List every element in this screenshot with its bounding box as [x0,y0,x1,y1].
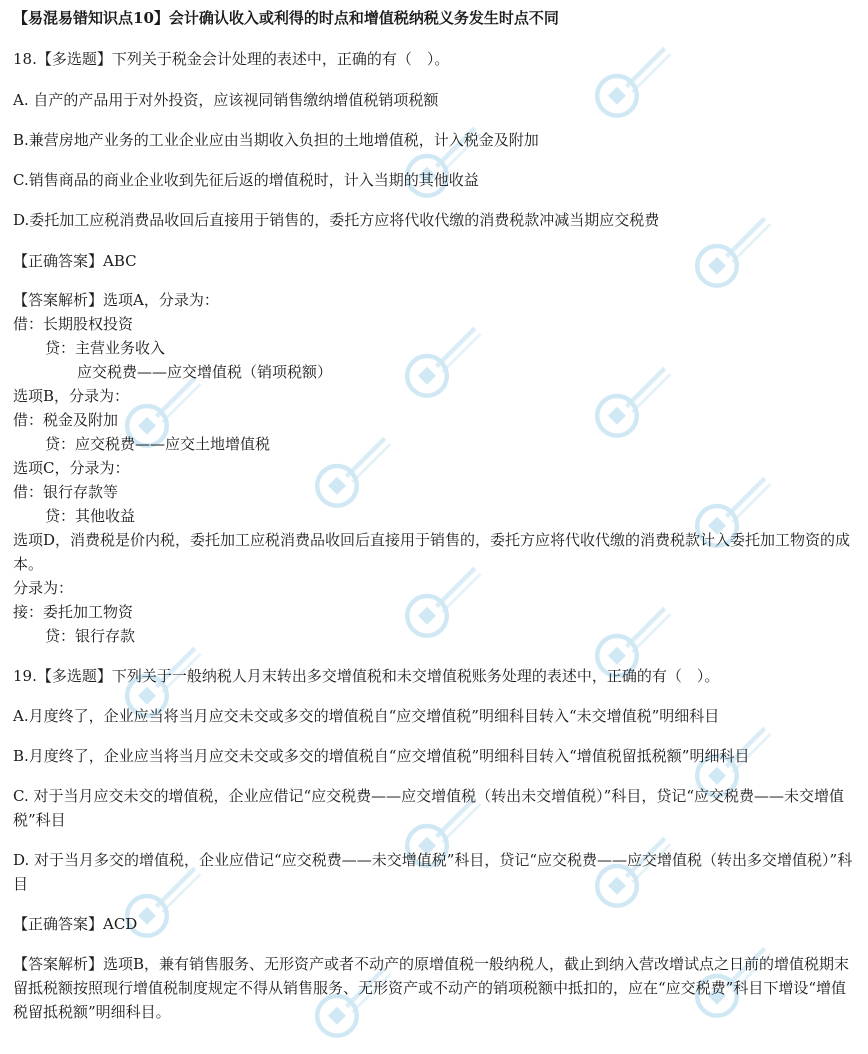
q18-analysis-line: 应交税费——应交增值税（销项税额） [77,363,333,381]
q18-option-a: A. 自产的产品用于对外投资，应该视同销售缴纳增值税销项税额 [13,91,439,109]
q18-analysis-line: 分录为： [13,579,74,597]
q18-analysis-line: 贷：其他收益 [45,507,136,525]
q18-analysis-line: 选项B，分录为： [13,387,130,405]
q19-option-a: A.月度终了，企业应当将当月应交未交或多交的增值税自“应交增值税”明细科目转入“未交增值税”明细科目 [13,707,720,725]
q18-analysis-line: 借：长期股权投资 [13,315,134,333]
watermark-logo [400,320,490,410]
q18-option-b: B.兼营房地产业务的工业企业应由当期收入负担的土地增值税，计入税金及附加 [13,131,539,149]
q19-analysis: 【答案解析】选项B，兼有销售服务、无形资产或者不动产的原增值税一般纳税人，截止到纳入营改增试点之日前的增值税期末留抵税额按照现行增值税制度规定不得从销售服务、无形资产或不动产的销项税额中抵扣的，应在“应交税费”科目下增设“增值税留抵税额”明细科目。 [13,955,850,1021]
q18-analysis-line: 贷：主营业务收入 [45,339,166,357]
watermark-logo [310,430,400,520]
watermark-logo [590,40,680,130]
watermark-logo [590,360,680,450]
q18-analysis-line: 借：银行存款等 [13,483,119,501]
q19-option-d: D. 对于当月多交的增值税，企业应借记“应交税费——未交增值税”科目，贷记“应交税费——应交增值税（转出多交增值税）”科目 [13,851,853,893]
q18-analysis-line: 选项C，分录为： [13,459,130,477]
q18-analysis-line: 贷：应交税费——应交土地增值税 [45,435,271,453]
watermark-logo [690,210,780,300]
page-title: 【易混易错知识点10】会计确认收入或利得的时点和增值税纳税义务发生时点不同 [13,9,559,27]
q18-option-d: D.委托加工应税消费品收回后直接用于销售的，委托方应将代收代缴的消费税款冲减当期应交税费 [13,211,660,229]
q18-answer: 【正确答案】ABC [13,252,137,270]
q18-analysis-line: 贷：银行存款 [45,627,136,645]
q19-stem: 19.【多选题】下列关于一般纳税人月末转出多交增值税和未交增值税账务处理的表述中，正确的有（ ）。 [13,667,720,685]
q19-answer: 【正确答案】ACD [13,915,138,933]
q18-analysis-line: 【答案解析】选项A，分录为： [13,291,219,309]
q18-analysis-line: 选项D，消费税是价内税，委托加工应税消费品收回后直接用于销售的，委托方应将代收代缴的消费税款计入委托加工物资的成本。 [13,531,851,573]
q19-option-b: B.月度终了，企业应当将当月应交未交或多交的增值税自“应交增值税”明细科目转入“增值税留抵税额”明细科目 [13,747,750,765]
q19-option-c: C. 对于当月应交未交的增值税，企业应借记“应交税费——应交增值税（转出未交增值税）”科目，贷记“应交税费——未交增值税”科目 [13,787,844,829]
q18-analysis-line: 借：税金及附加 [13,411,119,429]
q18-analysis-line: 接：委托加工物资 [13,603,134,621]
q18-stem: 18.【多选题】下列关于税金会计处理的表述中，正确的有（ ）。 [13,50,450,68]
q18-option-c: C.销售商品的商业企业收到先征后返的增值税时，计入当期的其他收益 [13,171,479,189]
